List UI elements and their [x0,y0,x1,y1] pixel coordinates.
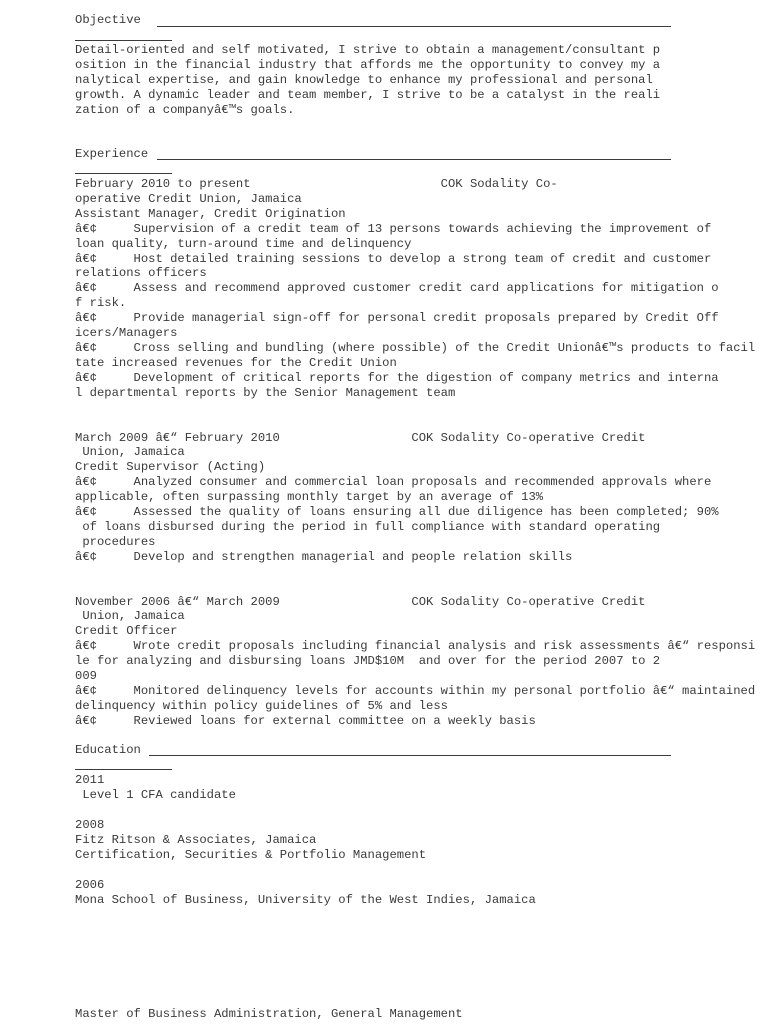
job-line: procedures [75,535,156,549]
objective-line: growth. A dynamic leader and team member, I strive to be a catalyst in the reali [75,88,661,102]
job-line: loan quality, turn-around time and delinquency [75,237,412,251]
job-line: â€¢ Cross selling and bundling (where possible) of the Credit Unionâ€™s products to facil [75,341,756,355]
objective-line: osition in the financial industry that affords me the opportunity to convey my a [75,58,661,72]
job-line: of loans disbursed during the period in full compliance with standard operating [75,520,661,534]
job-line: March 2009 â€“ February 2010 COK Sodality Co-operative Credit [75,431,646,445]
education-line: Fitz Ritson & Associates, Jamaica [75,833,317,847]
objective-line: nalytical expertise, and gain knowledge to enhance my professional and personal [75,73,653,87]
job-line: â€¢ Supervision of a credit team of 13 persons towards achieving the improvement of [75,222,712,236]
job-line: â€¢ Assess and recommend approved customer credit card applications for mitigation o [75,281,719,295]
education-line: Mona School of Business, University of the West Indies, Jamaica [75,893,536,907]
job-line: November 2006 â€“ March 2009 COK Sodality Co-operative Credit [75,595,646,609]
education-year: 2006 [75,878,105,892]
experience-underline [75,173,172,174]
education-line: Certification, Securities & Portfolio Management [75,848,427,862]
job-line: February 2010 to present COK Sodality Co- [75,177,558,191]
job-line: â€¢ Reviewed loans for external committee on a weekly basis [75,714,536,728]
job-line: Union, Jamaica [75,609,185,623]
job-line: delinquency within policy guidelines of 5% and less [75,699,448,713]
objective-heading-rule [157,26,671,27]
job-line: l departmental reports by the Senior Management team [75,386,456,400]
objective-underline [75,40,172,41]
job-line: â€¢ Assessed the quality of loans ensuring all due diligence has been completed; 90% [75,505,719,519]
education-heading-rule [149,755,671,756]
job-title: Assistant Manager, Credit Origination [75,207,346,221]
job-line: Union, Jamaica [75,445,185,459]
job-line: â€¢ Develop and strengthen managerial and people relation skills [75,550,573,564]
education-year: 2008 [75,818,105,832]
job-line: â€¢ Monitored delinquency levels for accounts within my personal portfolio â€“ maintained [75,684,756,698]
objective-line: zation of a companyâ€™s goals. [75,103,295,117]
job-title: Credit Supervisor (Acting) [75,460,266,474]
job-line: relations officers [75,266,207,280]
job-line: le for analyzing and disbursing loans JMD$10M and over for the period 2007 to 2 [75,654,661,668]
job-line: â€¢ Analyzed consumer and commercial loan proposals and recommended approvals where [75,475,712,489]
job-line: icers/Managers [75,326,178,340]
education-heading: Education [75,743,141,757]
objective-line: Detail-oriented and self motivated, I strive to obtain a management/consultant p [75,43,661,57]
education-degree: Master of Business Administration, General Management [75,1007,463,1021]
job-line: operative Credit Union, Jamaica [75,192,302,206]
job-line: applicable, often surpassing monthly target by an average of 13% [75,490,544,504]
job-line: 009 [75,669,97,683]
job-line: â€¢ Provide managerial sign-off for personal credit proposals prepared by Credit Off [75,311,719,325]
job-line: tate increased revenues for the Credit Union [75,356,397,370]
education-line: Level 1 CFA candidate [75,788,236,802]
education-underline [75,769,172,770]
job-line: â€¢ Wrote credit proposals including financial analysis and risk assessments â€“ responsi [75,639,756,653]
experience-heading: Experience [75,147,149,161]
job-line: â€¢ Host detailed training sessions to develop a strong team of credit and customer [75,252,712,266]
experience-heading-rule [157,159,671,160]
objective-heading: Objective [75,13,141,27]
education-year: 2011 [75,773,105,787]
job-title: Credit Officer [75,624,178,638]
job-line: f risk. [75,296,127,310]
job-line: â€¢ Development of critical reports for the digestion of company metrics and interna [75,371,719,385]
